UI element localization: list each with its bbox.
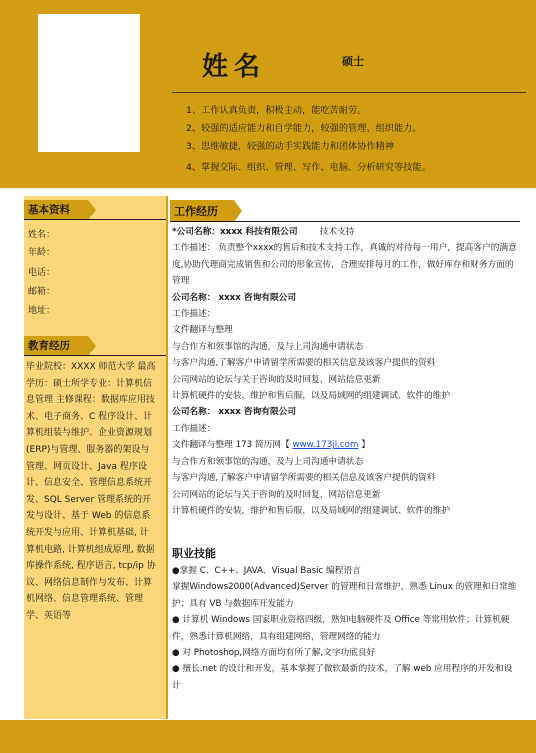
section-skills-title: 职业技能: [172, 547, 216, 560]
job1-description: 工作描述： 负责整个xxxx的售后和技术支持工作，真诚的对待每一用户，提高客户的满意度,协助代理商完成销售和公司的形象宣传，合理安排每月的工作，做好库存和财务方面的管理: [172, 243, 517, 287]
header-rule: [172, 92, 526, 93]
skill-item: ●掌握 C、C++、JAVA、Visual Basic 编程语言: [172, 566, 361, 576]
divider: [0, 188, 536, 196]
job1-role: 技术支持: [319, 227, 355, 237]
job3-line: 计算机硬件的安装，维护和售后服，以及局域网的组建调试、软件的维护: [172, 505, 450, 516]
left-margin: [0, 188, 24, 720]
section-basic-title: 基本资料: [24, 200, 88, 220]
skills-list: [172, 563, 518, 694]
footer-band: [0, 720, 536, 753]
job3-line: 与合作方和领事馆的沟通，及与上司沟通申请状态: [172, 456, 364, 467]
field-address-label: 地址：: [28, 306, 56, 316]
job2-company: 公司名称： xxxx 咨询有限公司: [172, 292, 297, 303]
work-experience: [172, 224, 518, 519]
trait-item: 2、较强的适应能力和自学能力，较强的管理、组织能力。: [186, 123, 422, 134]
job2-line: 与合作方和领事馆的沟通，及与上司沟通申请状态: [172, 341, 364, 352]
job3-company: 公司名称： xxxx 咨询有限公司: [172, 407, 297, 418]
field-email-label: 邮箱：: [28, 287, 56, 297]
job3-line: 与客户沟通,了解客户申请留学所需要的相关信息及该客户提供的资料: [172, 473, 436, 484]
skill-item: ● 对 Photoshop,网络方面均有所了解,文字功底良好: [172, 648, 376, 659]
section-rule: [170, 221, 520, 222]
job1-header: [172, 224, 518, 240]
field-name-label: 姓名：: [28, 230, 56, 240]
job3-desc-label: 工作描述：: [172, 423, 216, 434]
trait-item: 4、掌握交际、组织、管理、写作、电脑、分析研究等技能。: [186, 162, 431, 173]
job3-line: [172, 437, 518, 453]
skill-item: ● 擅长.net 的设计和开发，基本掌握了微软最新的技术，了解 web 应用程序的开发和设计: [172, 664, 513, 691]
job2-desc-label: 工作描述：: [172, 309, 216, 320]
job2-line: 文件翻译与整理: [172, 325, 233, 336]
photo-placeholder: [38, 14, 140, 152]
skill-item: ● 计算机 Windows 国家职业资格四级，熟知电脑硬件及 Office 等常用软件；计算机硬件，熟悉计算机网络，具有组建网络，管理网络的能力: [172, 615, 510, 642]
section-work-title: 工作经历: [170, 200, 234, 222]
job2-line: 与客户沟通,了解客户申请留学所需要的相关信息及该客户提供的资料: [172, 358, 436, 369]
job2-line: 计算机硬件的安装，维护和售后服，以及局域网的组建调试、软件的维护: [172, 391, 450, 402]
job1-company: *公司名称：xxxx 科技有限公司: [172, 227, 298, 237]
field-phone-label: 电话：: [28, 268, 56, 278]
candidate-name: 姓名: [202, 52, 267, 82]
skill-item: 掌握Windows2000(Advanced)Server 的管理和日常维护，熟悉 Linux 的管理和日常维护；具有 VB 与数据库开发能力: [172, 582, 517, 609]
section-rule: [24, 355, 166, 356]
education-text: 毕业院校：XXXX 师范大学 最高学历：硕士所学专业：计算机信息管理 主修课程：数据库应用技术、电子商务、C 程序设计、计算机组装与维护、企业资源规划(ERP)与管理、服务器的架设与管理、网页设计、Java 程序设计、信息安全、管理信息系统开发、SQL Server 管理系统的开发与设计、基于 Web 的信息系统开发与应用、计算机基础, 计算机电路, 计算机组成原理, 数据库操作系统, 程序语言, tcp/ip 协议、网络信息制作与发布、计算机网络、信息管理系统、管理学、英语等: [26, 362, 156, 621]
job2-line: 公司网站的论坛与关于咨询的及时回复，网站信息更新: [172, 374, 381, 385]
traits-list: [186, 102, 431, 177]
job3-line: 公司网站的论坛与关于咨询的及时回复，网站信息更新: [172, 489, 381, 500]
website-link[interactable]: www.173jl.com: [292, 440, 359, 451]
trait-item: 3、思维敏捷，较强的动手实践能力和团体协作精神: [186, 141, 394, 152]
field-age-label: 年龄：: [28, 248, 56, 258]
right-margin: [520, 188, 536, 720]
degree: 硕士: [342, 55, 364, 68]
section-education-title: 教育经历: [24, 336, 88, 356]
section-rule: [24, 219, 166, 220]
job3-line-text: 文件翻译与整理 173 简历网【: [172, 440, 293, 451]
trait-item: 1、工作认真负责，积极主动，能吃苦耐劳。: [186, 105, 367, 116]
job3-line-text: 】: [358, 440, 370, 451]
